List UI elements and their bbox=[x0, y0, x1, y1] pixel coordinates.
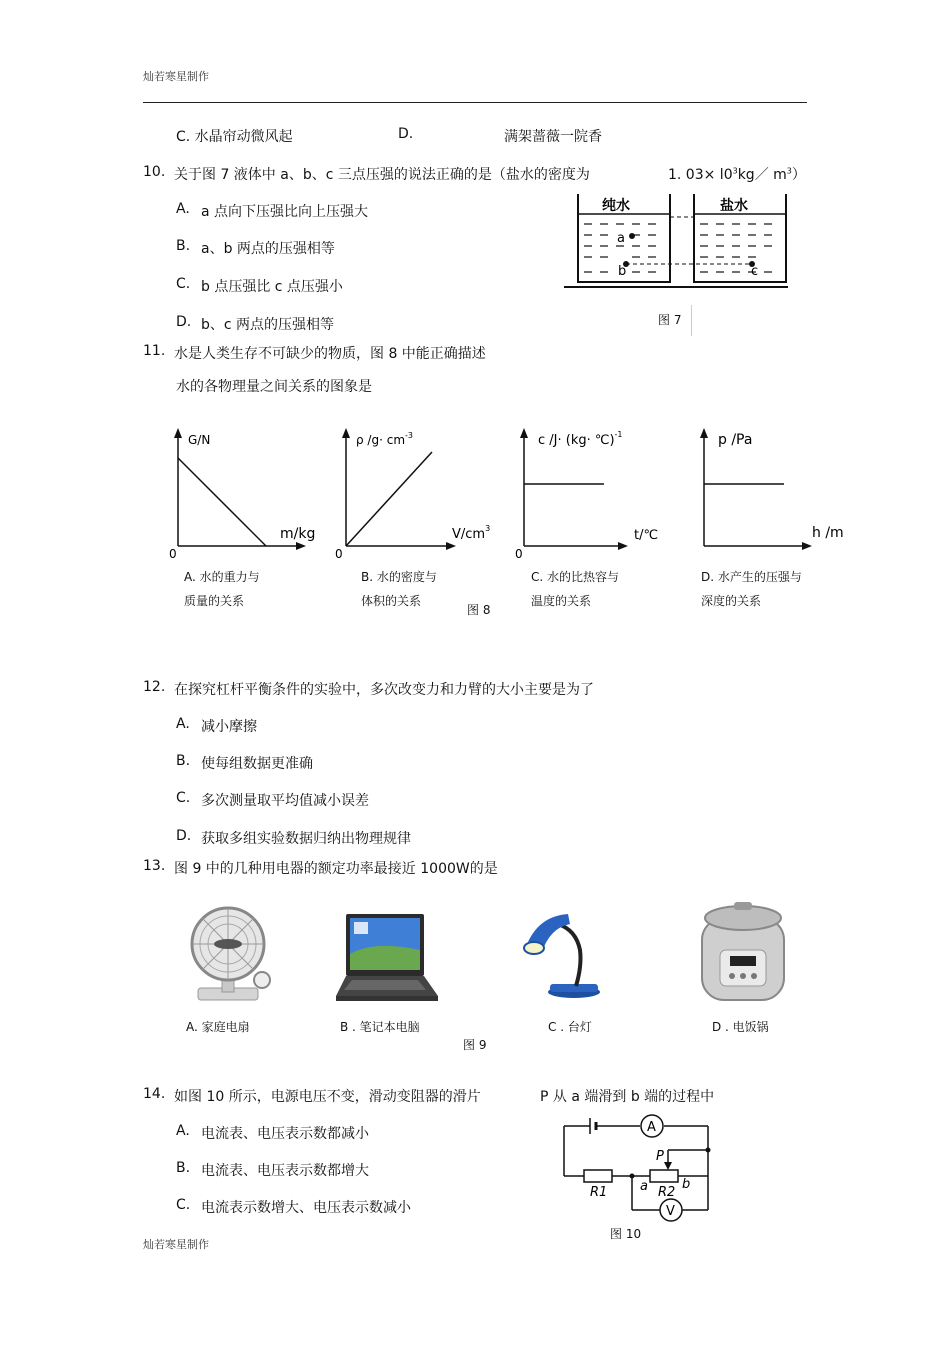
q10-option-a-letter: A. bbox=[176, 201, 190, 217]
rice-cooker-image bbox=[696, 900, 790, 1004]
x-arrow-icon bbox=[802, 542, 812, 550]
label-point-a: a bbox=[617, 231, 625, 246]
graph-d-ylabel: p /Pa bbox=[718, 432, 753, 448]
q9-option-d-letter: D. bbox=[398, 126, 414, 142]
figure-10-circuit bbox=[556, 1114, 716, 1222]
ammeter-label: A bbox=[647, 1120, 656, 1135]
appliance-b-label: B . 笔记本电脑 bbox=[340, 1020, 420, 1034]
label-point-c: c bbox=[751, 264, 759, 279]
graph-b-xlabel: V/cm bbox=[452, 527, 486, 542]
q12-option-c-letter: C. bbox=[176, 790, 191, 806]
q10-density-value: 1. 03× l0 bbox=[668, 167, 733, 183]
label-point-b: b bbox=[618, 264, 627, 279]
graph-d bbox=[690, 422, 850, 562]
q12-number: 12. bbox=[143, 679, 166, 695]
q13-stem: 图 9 中的几种用电器的额定功率最接近 1000W的是 bbox=[174, 861, 498, 877]
q10-option-a-text: a 点向下压强比向上压强大 bbox=[201, 204, 369, 220]
q12-stem: 在探究杠杆平衡条件的实验中，多次改变力和力臂的大小主要是为了 bbox=[174, 682, 594, 698]
q10-option-d-text: b、c 两点的压强相等 bbox=[201, 317, 335, 333]
point-a-marker bbox=[629, 233, 635, 239]
q12-option-c-text: 多次测量取平均值减小误差 bbox=[201, 793, 369, 809]
q13-number: 13. bbox=[143, 858, 166, 874]
q10-number: 10. bbox=[143, 164, 166, 180]
y-arrow-icon bbox=[700, 428, 708, 438]
graph-b-line bbox=[346, 452, 432, 546]
q10-option-c-text: b 点压强比 c 点压强小 bbox=[201, 279, 343, 295]
graph-d-xlabel: h /m bbox=[812, 525, 844, 541]
appliance-c-label: C . 台灯 bbox=[548, 1020, 592, 1034]
q9-option-d-text: 满架蔷薇一院香 bbox=[504, 129, 602, 145]
appliance-d-label: D . 电饭锅 bbox=[712, 1020, 769, 1034]
graph-a-line bbox=[178, 458, 266, 546]
r1-label: R1 bbox=[590, 1185, 608, 1200]
figure-7-beakers bbox=[560, 190, 800, 294]
y-arrow-icon bbox=[342, 428, 350, 438]
figure-9-caption: 图 9 bbox=[463, 1038, 487, 1052]
figure-10-caption: 图 10 bbox=[610, 1227, 642, 1241]
graph-c bbox=[510, 422, 680, 562]
graph-a-caption-1: A. 水的重力与 bbox=[184, 570, 260, 584]
graph-b-caption-1: B. 水的密度与 bbox=[361, 570, 437, 584]
q11-stem-line2: 水的各物理量之间关系的图象是 bbox=[176, 379, 372, 395]
graph-b-ylabel-group bbox=[356, 431, 413, 447]
graph-b-xlabel-exp: 3 bbox=[485, 524, 491, 533]
graph-b-xlabel-group bbox=[452, 524, 490, 542]
q14-option-a-text: 电流表、电压表示数都减小 bbox=[201, 1126, 369, 1142]
saltwater-hatching-right bbox=[700, 224, 772, 272]
q14-option-a-letter: A. bbox=[176, 1123, 190, 1139]
graph-c-origin: 0 bbox=[515, 547, 523, 561]
graph-b-ylabel: ρ /g· cm bbox=[356, 433, 406, 447]
slider-label: P bbox=[656, 1149, 664, 1164]
q12-option-d-text: 获取多组实验数据归纳出物理规律 bbox=[201, 831, 411, 847]
end-a-label: a bbox=[640, 1179, 648, 1194]
x-arrow-icon bbox=[296, 542, 306, 550]
x-arrow-icon bbox=[446, 542, 456, 550]
q10-option-c-letter: C. bbox=[176, 276, 191, 292]
footer-brand: 灿若寒星制作 bbox=[143, 1238, 209, 1251]
graph-c-xlabel: t/℃ bbox=[634, 528, 659, 543]
graph-a bbox=[160, 422, 330, 562]
q12-option-a-text: 减小摩擦 bbox=[201, 719, 257, 735]
x-arrow-icon bbox=[618, 542, 628, 550]
y-arrow-icon bbox=[520, 428, 528, 438]
graph-b-caption-2: 体积的关系 bbox=[361, 594, 422, 608]
graph-b-ylabel-exp: -3 bbox=[405, 431, 413, 440]
laptop-image bbox=[334, 910, 440, 1004]
q12-option-d-letter: D. bbox=[176, 828, 192, 844]
header-rule bbox=[143, 102, 807, 103]
q14-stem: 如图 10 所示，电源电压不变，滑动变阻器的滑片 bbox=[174, 1089, 481, 1105]
graph-c-ylabel: c /J· (kg· ℃) bbox=[538, 433, 615, 448]
y-arrow-icon bbox=[174, 428, 182, 438]
q14-option-b-text: 电流表、电压表示数都增大 bbox=[201, 1163, 369, 1179]
graph-c-ylabel-group bbox=[538, 430, 623, 448]
q14-option-c-text: 电流表示数增大、电压表示数减小 bbox=[201, 1200, 411, 1216]
q10-stem: 关于图 7 液体中 a、b、c 三点压强的说法正确的是（盐水的密度为 bbox=[174, 167, 590, 183]
desk-lamp-image bbox=[520, 902, 610, 1002]
graph-b bbox=[330, 422, 500, 562]
q10-density-unit: kg／ m bbox=[737, 167, 787, 183]
r2-label: R2 bbox=[658, 1185, 676, 1200]
label-pure-water: 纯水 bbox=[602, 198, 630, 214]
label-salt-water: 盐水 bbox=[720, 198, 748, 214]
graph-d-caption-1: D. 水产生的压强与 bbox=[701, 570, 802, 584]
q14-number: 14. bbox=[143, 1086, 166, 1102]
graph-a-xlabel: m/kg bbox=[280, 526, 316, 542]
slider-arrow-icon bbox=[664, 1162, 672, 1170]
q10-density bbox=[668, 164, 806, 184]
q14-option-c-letter: C. bbox=[176, 1197, 191, 1213]
voltmeter-label: V bbox=[666, 1204, 675, 1219]
end-b-label: b bbox=[682, 1177, 691, 1192]
graph-a-origin: 0 bbox=[169, 547, 177, 561]
figure-8-caption: 图 8 bbox=[467, 603, 491, 617]
q11-number: 11. bbox=[143, 343, 166, 359]
q14-stem-tail: P 从 a 端滑到 b 端的过程中 bbox=[540, 1089, 715, 1105]
graph-b-origin: 0 bbox=[335, 547, 343, 561]
appliance-a-label: A. 家庭电扇 bbox=[186, 1020, 250, 1034]
graph-c-caption-2: 温度的关系 bbox=[531, 594, 592, 608]
graph-a-ylabel: G/N bbox=[188, 433, 211, 447]
q12-option-a-letter: A. bbox=[176, 716, 190, 732]
q12-option-b-text: 使每组数据更准确 bbox=[201, 756, 313, 772]
graph-a-caption-2: 质量的关系 bbox=[184, 594, 245, 608]
q12-option-b-letter: B. bbox=[176, 753, 191, 769]
graph-c-ylabel-exp: -1 bbox=[614, 430, 623, 439]
fan-image bbox=[182, 902, 278, 1006]
q10-option-d-letter: D. bbox=[176, 314, 192, 330]
q10-close-paren: ） bbox=[791, 167, 806, 183]
q14-option-b-letter: B. bbox=[176, 1160, 191, 1176]
q10-density-unit-exp: 3 bbox=[786, 166, 792, 176]
q10-option-b-letter: B. bbox=[176, 238, 191, 254]
q10-density-exp: 3 bbox=[732, 166, 738, 176]
header-brand: 灿若寒星制作 bbox=[143, 70, 209, 83]
q9-option-c: C. 水晶帘动微风起 bbox=[176, 129, 293, 145]
q11-stem-line1: 水是人类生存不可缺少的物质，图 8 中能正确描述 bbox=[174, 346, 486, 362]
q10-option-b-text: a、b 两点的压强相等 bbox=[201, 241, 335, 257]
figure-7-caption: 图 7 bbox=[648, 305, 692, 336]
graph-d-caption-2: 深度的关系 bbox=[701, 594, 762, 608]
graph-c-caption-1: C. 水的比热容与 bbox=[531, 570, 620, 584]
